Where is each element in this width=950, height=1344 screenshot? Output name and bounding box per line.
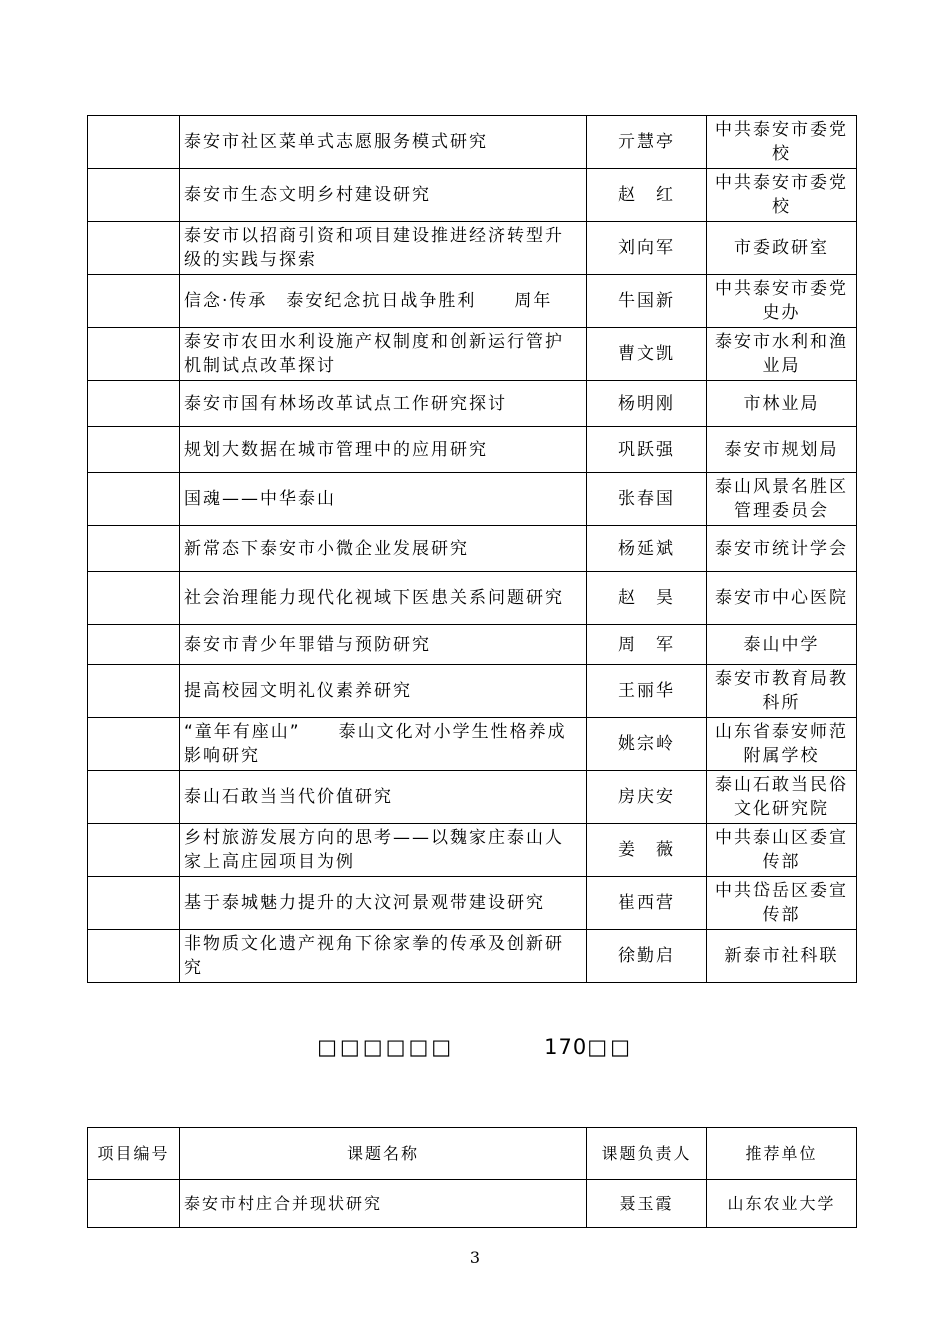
table-row	[88, 1180, 857, 1228]
cell-project-number	[88, 572, 180, 625]
cell-recommending-unit: 中共岱岳区委宣传部	[707, 877, 857, 930]
project-table-continued	[87, 115, 857, 983]
header-project-number: 项目编号	[88, 1128, 180, 1180]
cell-topic-leader: 刘向军	[587, 222, 707, 275]
cell-project-number	[88, 381, 180, 427]
cell-topic-name: 泰安市以招商引资和项目建设推进经济转型升级的实践与探索	[180, 222, 587, 275]
cell-topic-leader: 杨明刚	[587, 381, 707, 427]
cell-topic-name: 规划大数据在城市管理中的应用研究	[180, 427, 587, 473]
table-row	[88, 824, 857, 877]
cell-project-number	[88, 427, 180, 473]
cell-topic-name: 基于泰城魅力提升的大汶河景观带建设研究	[180, 877, 587, 930]
table-row	[88, 275, 857, 328]
project-table-new-section	[87, 1127, 857, 1228]
cell-recommending-unit: 泰山石敢当民俗文化研究院	[707, 771, 857, 824]
cell-project-number	[88, 625, 180, 665]
cell-project-number	[88, 222, 180, 275]
cell-topic-name: 泰安市国有林场改革试点工作研究探讨	[180, 381, 587, 427]
cell-recommending-unit: 市林业局	[707, 381, 857, 427]
section-heading	[0, 1033, 950, 1061]
cell-project-number	[88, 930, 180, 983]
table-header-row	[88, 1128, 857, 1180]
cell-topic-name: “童年有座山” 泰山文化对小学生性格养成影响研究	[180, 718, 587, 771]
table-row	[88, 381, 857, 427]
table-row	[88, 877, 857, 930]
section-heading-suffix: □□	[587, 1035, 633, 1059]
table-row	[88, 116, 857, 169]
cell-topic-leader: 姜 薇	[587, 824, 707, 877]
cell-topic-leader: 亓慧亭	[587, 116, 707, 169]
table-row	[88, 328, 857, 381]
cell-topic-leader: 周 军	[587, 625, 707, 665]
cell-topic-name: 泰安市青少年罪错与预防研究	[180, 625, 587, 665]
cell-project-number	[88, 328, 180, 381]
cell-project-number	[88, 116, 180, 169]
cell-recommending-unit: 中共泰安市委党史办	[707, 275, 857, 328]
cell-recommending-unit: 山东农业大学	[707, 1180, 857, 1228]
cell-recommending-unit: 山东省泰安师范附属学校	[707, 718, 857, 771]
cell-topic-leader: 杨延斌	[587, 526, 707, 572]
cell-topic-leader: 房庆安	[587, 771, 707, 824]
cell-recommending-unit: 中共泰山区委宣传部	[707, 824, 857, 877]
cell-topic-leader: 聂玉霞	[587, 1180, 707, 1228]
cell-topic-leader: 张春国	[587, 473, 707, 526]
cell-recommending-unit: 中共泰安市委党校	[707, 169, 857, 222]
cell-topic-leader: 崔西营	[587, 877, 707, 930]
table-row	[88, 930, 857, 983]
cell-project-number	[88, 526, 180, 572]
table-row	[88, 222, 857, 275]
table-row	[88, 771, 857, 824]
cell-recommending-unit: 泰安市水利和渔业局	[707, 328, 857, 381]
cell-project-number	[88, 824, 180, 877]
cell-topic-name: 泰安市村庄合并现状研究	[180, 1180, 587, 1228]
table-row	[88, 526, 857, 572]
cell-topic-name: 泰安市社区菜单式志愿服务模式研究	[180, 116, 587, 169]
cell-topic-name: 泰山石敢当当代价值研究	[180, 771, 587, 824]
cell-topic-name: 新常态下泰安市小微企业发展研究	[180, 526, 587, 572]
cell-topic-leader: 赵 昊	[587, 572, 707, 625]
section-heading-count: 170	[544, 1035, 588, 1059]
table-row	[88, 572, 857, 625]
cell-topic-leader: 巩跃强	[587, 427, 707, 473]
cell-project-number	[88, 771, 180, 824]
header-topic-name: 课题名称	[180, 1128, 587, 1180]
cell-recommending-unit: 泰安市中心医院	[707, 572, 857, 625]
cell-topic-name: 乡村旅游发展方向的思考——以魏家庄泰山人家上高庄园项目为例	[180, 824, 587, 877]
cell-topic-name: 信念·传承 泰安纪念抗日战争胜利 周年	[180, 275, 587, 328]
cell-recommending-unit: 泰安市规划局	[707, 427, 857, 473]
header-recommending-unit: 推荐单位	[707, 1128, 857, 1180]
cell-topic-name: 非物质文化遗产视角下徐家拳的传承及创新研究	[180, 930, 587, 983]
table-row	[88, 473, 857, 526]
cell-recommending-unit: 中共泰安市委党校	[707, 116, 857, 169]
cell-topic-leader: 曹文凯	[587, 328, 707, 381]
table-row	[88, 427, 857, 473]
cell-recommending-unit: 泰山风景名胜区管理委员会	[707, 473, 857, 526]
cell-project-number	[88, 473, 180, 526]
cell-topic-name: 社会治理能力现代化视域下医患关系问题研究	[180, 572, 587, 625]
cell-topic-name: 国魂——中华泰山	[180, 473, 587, 526]
cell-project-number	[88, 877, 180, 930]
cell-recommending-unit: 新泰市社科联	[707, 930, 857, 983]
cell-topic-leader: 赵 红	[587, 169, 707, 222]
cell-project-number	[88, 665, 180, 718]
cell-topic-leader: 姚宗岭	[587, 718, 707, 771]
cell-topic-name: 泰安市生态文明乡村建设研究	[180, 169, 587, 222]
cell-project-number	[88, 275, 180, 328]
table-row	[88, 665, 857, 718]
table-row	[88, 718, 857, 771]
header-topic-leader: 课题负责人	[587, 1128, 707, 1180]
cell-recommending-unit: 泰山中学	[707, 625, 857, 665]
cell-topic-leader: 牛国新	[587, 275, 707, 328]
table-row	[88, 169, 857, 222]
cell-topic-name: 泰安市农田水利设施产权制度和创新运行管护机制试点改革探讨	[180, 328, 587, 381]
cell-topic-leader: 徐勤启	[587, 930, 707, 983]
cell-project-number	[88, 718, 180, 771]
cell-project-number	[88, 1180, 180, 1228]
table-row	[88, 625, 857, 665]
page-number: 3	[469, 1248, 481, 1267]
section-heading-prefix: □□□□□□	[317, 1035, 455, 1059]
cell-recommending-unit: 市委政研室	[707, 222, 857, 275]
cell-topic-name: 提高校园文明礼仪素养研究	[180, 665, 587, 718]
cell-recommending-unit: 泰安市统计学会	[707, 526, 857, 572]
cell-topic-leader: 王丽华	[587, 665, 707, 718]
cell-recommending-unit: 泰安市教育局教科所	[707, 665, 857, 718]
cell-project-number	[88, 169, 180, 222]
